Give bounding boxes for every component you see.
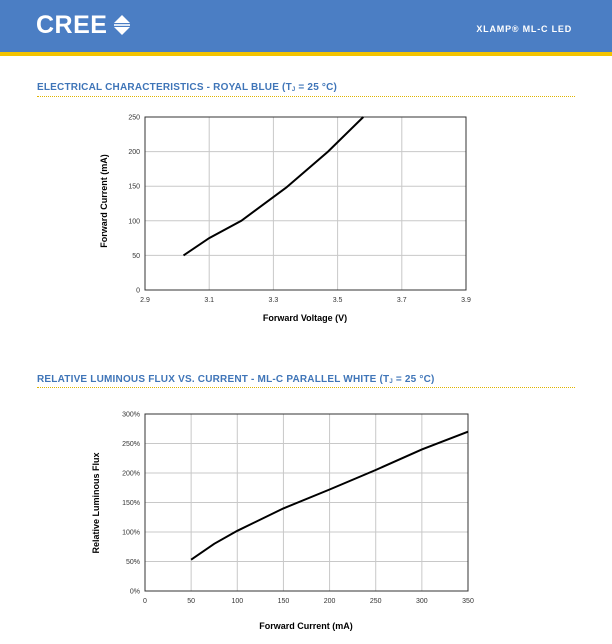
section-title-end: = 25 °C): [295, 82, 338, 93]
x-tick-label: 100: [231, 598, 244, 605]
x-tick-label: 200: [323, 598, 336, 605]
y-tick-label: 0: [136, 287, 140, 295]
section-title-text: ELECTRICAL CHARACTERISTICS - ROYAL BLUE (T: [37, 82, 292, 93]
x-tick-label: 300: [416, 598, 428, 605]
section-title-electrical: [37, 82, 337, 93]
x-tick-label: 3.9: [461, 297, 471, 304]
section-title-text: RELATIVE LUMINOUS FLUX VS. CURRENT - ML-C PARALLEL WHITE (T: [37, 374, 390, 385]
y-tick-label: 100: [128, 218, 140, 226]
x-tick-label: 50: [187, 598, 196, 605]
section-title-subscript: J: [389, 379, 393, 385]
forward-voltage-chart: [0, 105, 612, 345]
x-axis-label: Forward Current (mA): [259, 621, 353, 631]
section-title-subscript: J: [291, 87, 296, 93]
cree-logo: [36, 12, 132, 38]
header-stripe: [0, 52, 612, 56]
y-tick-label: 200%: [122, 470, 140, 478]
y-tick-label: 150%: [122, 500, 140, 507]
section-title-end: = 25 °C): [392, 374, 435, 385]
x-tick-label: 250: [369, 598, 382, 605]
x-tick-label: 3.1: [204, 297, 215, 304]
plot-frame: [145, 117, 466, 290]
y-tick-label: 50: [132, 252, 140, 260]
luminous-flux-chart: [0, 400, 612, 644]
y-tick-label: 200: [128, 149, 140, 157]
x-tick-label: 350: [462, 598, 474, 605]
logo-text: CREE: [36, 11, 108, 39]
y-axis-label: Forward Current (mA): [99, 154, 109, 248]
y-tick-label: 100%: [122, 529, 140, 537]
x-tick-label: 0: [143, 598, 147, 605]
x-tick-label: 3.5: [332, 297, 343, 304]
x-tick-label: 150: [277, 598, 290, 605]
y-tick-label: 250: [128, 114, 140, 122]
product-name: XLAMP® ML-C LED: [476, 24, 572, 34]
y-tick-label: 150: [128, 183, 140, 191]
y-tick-label: 250%: [122, 441, 140, 448]
y-tick-label: 50%: [125, 559, 140, 566]
section-title-luminous-flux: [37, 374, 435, 385]
page-header: [0, 0, 612, 52]
section-divider: [37, 387, 575, 388]
x-tick-label: 2.9: [140, 297, 150, 304]
section-divider: [37, 96, 575, 97]
x-tick-label: 3.7: [396, 297, 407, 304]
cree-logo-icon: [112, 14, 132, 36]
x-axis-label: Forward Voltage (V): [262, 313, 348, 323]
y-tick-label: 300%: [122, 411, 140, 419]
y-axis-label: Relative Luminous Flux: [91, 452, 101, 554]
x-tick-label: 3.3: [268, 297, 279, 304]
y-tick-label: 0%: [129, 588, 140, 596]
